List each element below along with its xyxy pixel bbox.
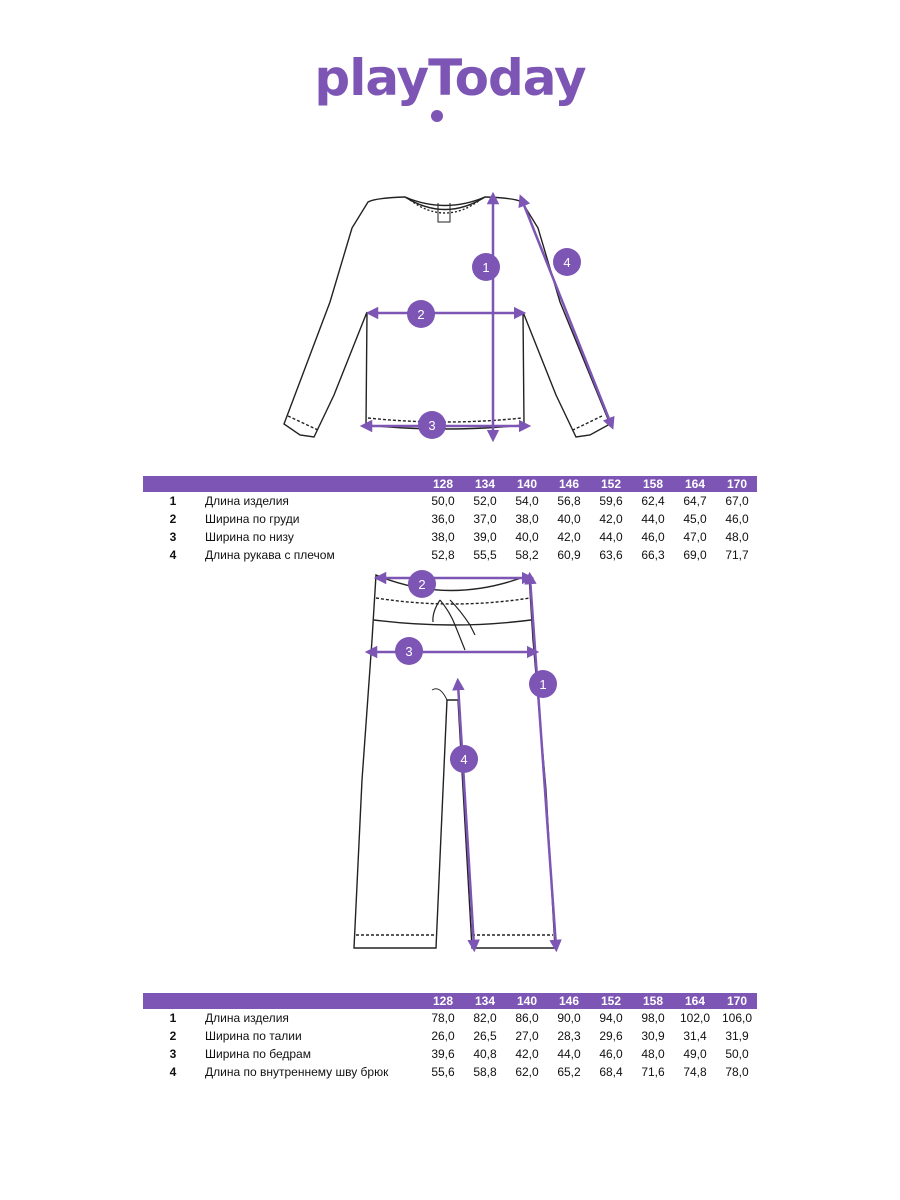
- row-value: 71,6: [641, 1065, 665, 1079]
- row-value: 42,0: [557, 530, 581, 544]
- top-marker-1: [472, 253, 500, 281]
- pants-size-header: [143, 993, 757, 1009]
- row-value: 30,9: [641, 1029, 665, 1043]
- svg-text:1: 1: [482, 260, 490, 275]
- row-value: 82,0: [473, 1011, 497, 1025]
- row-value: 26,0: [431, 1029, 455, 1043]
- row-value: 52,8: [431, 548, 455, 562]
- table-row: [143, 1009, 757, 1027]
- row-value: 78,0: [725, 1065, 749, 1079]
- table-row: [143, 528, 757, 546]
- row-label: Ширина по низу: [205, 530, 294, 544]
- row-value: 74,8: [683, 1065, 707, 1079]
- row-number: 1: [169, 1011, 177, 1025]
- row-value: 54,0: [515, 494, 539, 508]
- row-number: 2: [169, 1029, 177, 1043]
- row-value: 45,0: [683, 512, 707, 526]
- row-value: 48,0: [641, 1047, 665, 1061]
- size-col-158: 158: [642, 477, 664, 491]
- row-value: 39,0: [473, 530, 497, 544]
- table-row: [143, 492, 757, 510]
- row-value: 31,9: [725, 1029, 749, 1043]
- row-value: 40,8: [473, 1047, 497, 1061]
- row-label: Ширина по груди: [205, 512, 300, 526]
- row-number: 4: [169, 548, 177, 562]
- row-number: 4: [169, 1065, 177, 1079]
- row-value: 65,2: [557, 1065, 581, 1079]
- row-number: 3: [169, 1047, 177, 1061]
- row-number: 1: [169, 494, 177, 508]
- row-value: 69,0: [683, 548, 707, 562]
- row-value: 59,6: [599, 494, 623, 508]
- row-value: 46,0: [725, 512, 749, 526]
- row-value: 60,9: [557, 548, 581, 562]
- row-value: 58,8: [473, 1065, 497, 1079]
- row-value: 37,0: [473, 512, 497, 526]
- size-col-152: 152: [600, 994, 622, 1008]
- row-value: 106,0: [721, 1011, 753, 1025]
- size-col-158: 158: [642, 994, 664, 1008]
- row-value: 29,6: [599, 1029, 623, 1043]
- size-col-134: 134: [474, 994, 496, 1008]
- pants-marker-2: [408, 570, 436, 598]
- row-number: 3: [169, 530, 177, 544]
- table-row: [143, 1027, 757, 1045]
- size-col-152: 152: [600, 477, 622, 491]
- row-value: 90,0: [557, 1011, 581, 1025]
- brand-logo: playToday: [314, 49, 586, 107]
- row-label: Длина изделия: [205, 1011, 289, 1025]
- row-value: 44,0: [557, 1047, 581, 1061]
- svg-text:4: 4: [460, 752, 468, 767]
- top-size-header: [143, 476, 757, 492]
- row-value: 50,0: [431, 494, 455, 508]
- row-label: Длина рукава с плечом: [205, 548, 335, 562]
- row-value: 46,0: [641, 530, 665, 544]
- row-value: 46,0: [599, 1047, 623, 1061]
- row-value: 67,0: [725, 494, 749, 508]
- row-value: 42,0: [515, 1047, 539, 1061]
- size-col-164: 164: [684, 477, 706, 491]
- row-value: 71,7: [725, 548, 749, 562]
- size-col-128: 128: [432, 994, 454, 1008]
- pants-marker-3: [395, 637, 423, 665]
- size-col-170: 170: [726, 994, 748, 1008]
- table-row: [143, 1063, 757, 1081]
- row-value: 40,0: [515, 530, 539, 544]
- row-value: 42,0: [599, 512, 623, 526]
- top-marker-4: [553, 248, 581, 276]
- row-value: 38,0: [515, 512, 539, 526]
- svg-text:4: 4: [563, 255, 571, 270]
- row-value: 36,0: [431, 512, 455, 526]
- row-value: 28,3: [557, 1029, 581, 1043]
- row-value: 64,7: [683, 494, 707, 508]
- row-value: 68,4: [599, 1065, 623, 1079]
- size-col-146: 146: [558, 994, 580, 1008]
- row-value: 44,0: [599, 530, 623, 544]
- table-row: [143, 1045, 757, 1063]
- size-col-140: 140: [516, 477, 538, 491]
- row-value: 98,0: [641, 1011, 665, 1025]
- row-label: Ширина по бедрам: [205, 1047, 311, 1061]
- top-marker-2: [407, 300, 435, 328]
- row-value: 31,4: [683, 1029, 707, 1043]
- row-value: 86,0: [515, 1011, 539, 1025]
- svg-text:2: 2: [417, 307, 425, 322]
- svg-text:3: 3: [428, 418, 436, 433]
- table-row: [143, 510, 757, 528]
- row-value: 63,6: [599, 548, 623, 562]
- svg-text:1: 1: [539, 677, 547, 692]
- row-value: 27,0: [515, 1029, 539, 1043]
- size-col-164: 164: [684, 994, 706, 1008]
- size-col-128: 128: [432, 477, 454, 491]
- row-value: 102,0: [679, 1011, 711, 1025]
- size-col-134: 134: [474, 477, 496, 491]
- logo-dot-icon: [431, 110, 443, 122]
- table-row: [143, 546, 757, 564]
- row-label: Ширина по талии: [205, 1029, 302, 1043]
- row-value: 55,6: [431, 1065, 455, 1079]
- svg-text:3: 3: [405, 644, 413, 659]
- row-value: 48,0: [725, 530, 749, 544]
- top-garment-outline: [284, 197, 610, 437]
- row-value: 52,0: [473, 494, 497, 508]
- row-label: Длина изделия: [205, 494, 289, 508]
- row-label: Длина по внутреннему шву брюк: [205, 1065, 389, 1079]
- pants-marker-1: [529, 670, 557, 698]
- row-value: 66,3: [641, 548, 665, 562]
- row-value: 44,0: [641, 512, 665, 526]
- row-value: 38,0: [431, 530, 455, 544]
- svg-text:2: 2: [418, 577, 426, 592]
- row-value: 55,5: [473, 548, 497, 562]
- row-value: 58,2: [515, 548, 539, 562]
- pants-marker-4: [450, 745, 478, 773]
- pants-garment-diagram: [0, 568, 900, 958]
- top-marker-3: [418, 411, 446, 439]
- top-garment-diagram: [0, 185, 900, 445]
- row-value: 94,0: [599, 1011, 623, 1025]
- top-measure-lines: [366, 198, 611, 436]
- row-value: 26,5: [473, 1029, 497, 1043]
- row-value: 40,0: [557, 512, 581, 526]
- pants-size-table: [143, 993, 757, 1081]
- row-value: 50,0: [725, 1047, 749, 1061]
- size-col-170: 170: [726, 477, 748, 491]
- row-number: 2: [169, 512, 177, 526]
- row-value: 39,6: [431, 1047, 455, 1061]
- row-value: 47,0: [683, 530, 707, 544]
- row-value: 78,0: [431, 1011, 455, 1025]
- row-value: 49,0: [683, 1047, 707, 1061]
- size-col-146: 146: [558, 477, 580, 491]
- size-col-140: 140: [516, 994, 538, 1008]
- row-value: 62,4: [641, 494, 665, 508]
- top-size-table: [143, 476, 757, 564]
- row-value: 56,8: [557, 494, 581, 508]
- row-value: 62,0: [515, 1065, 539, 1079]
